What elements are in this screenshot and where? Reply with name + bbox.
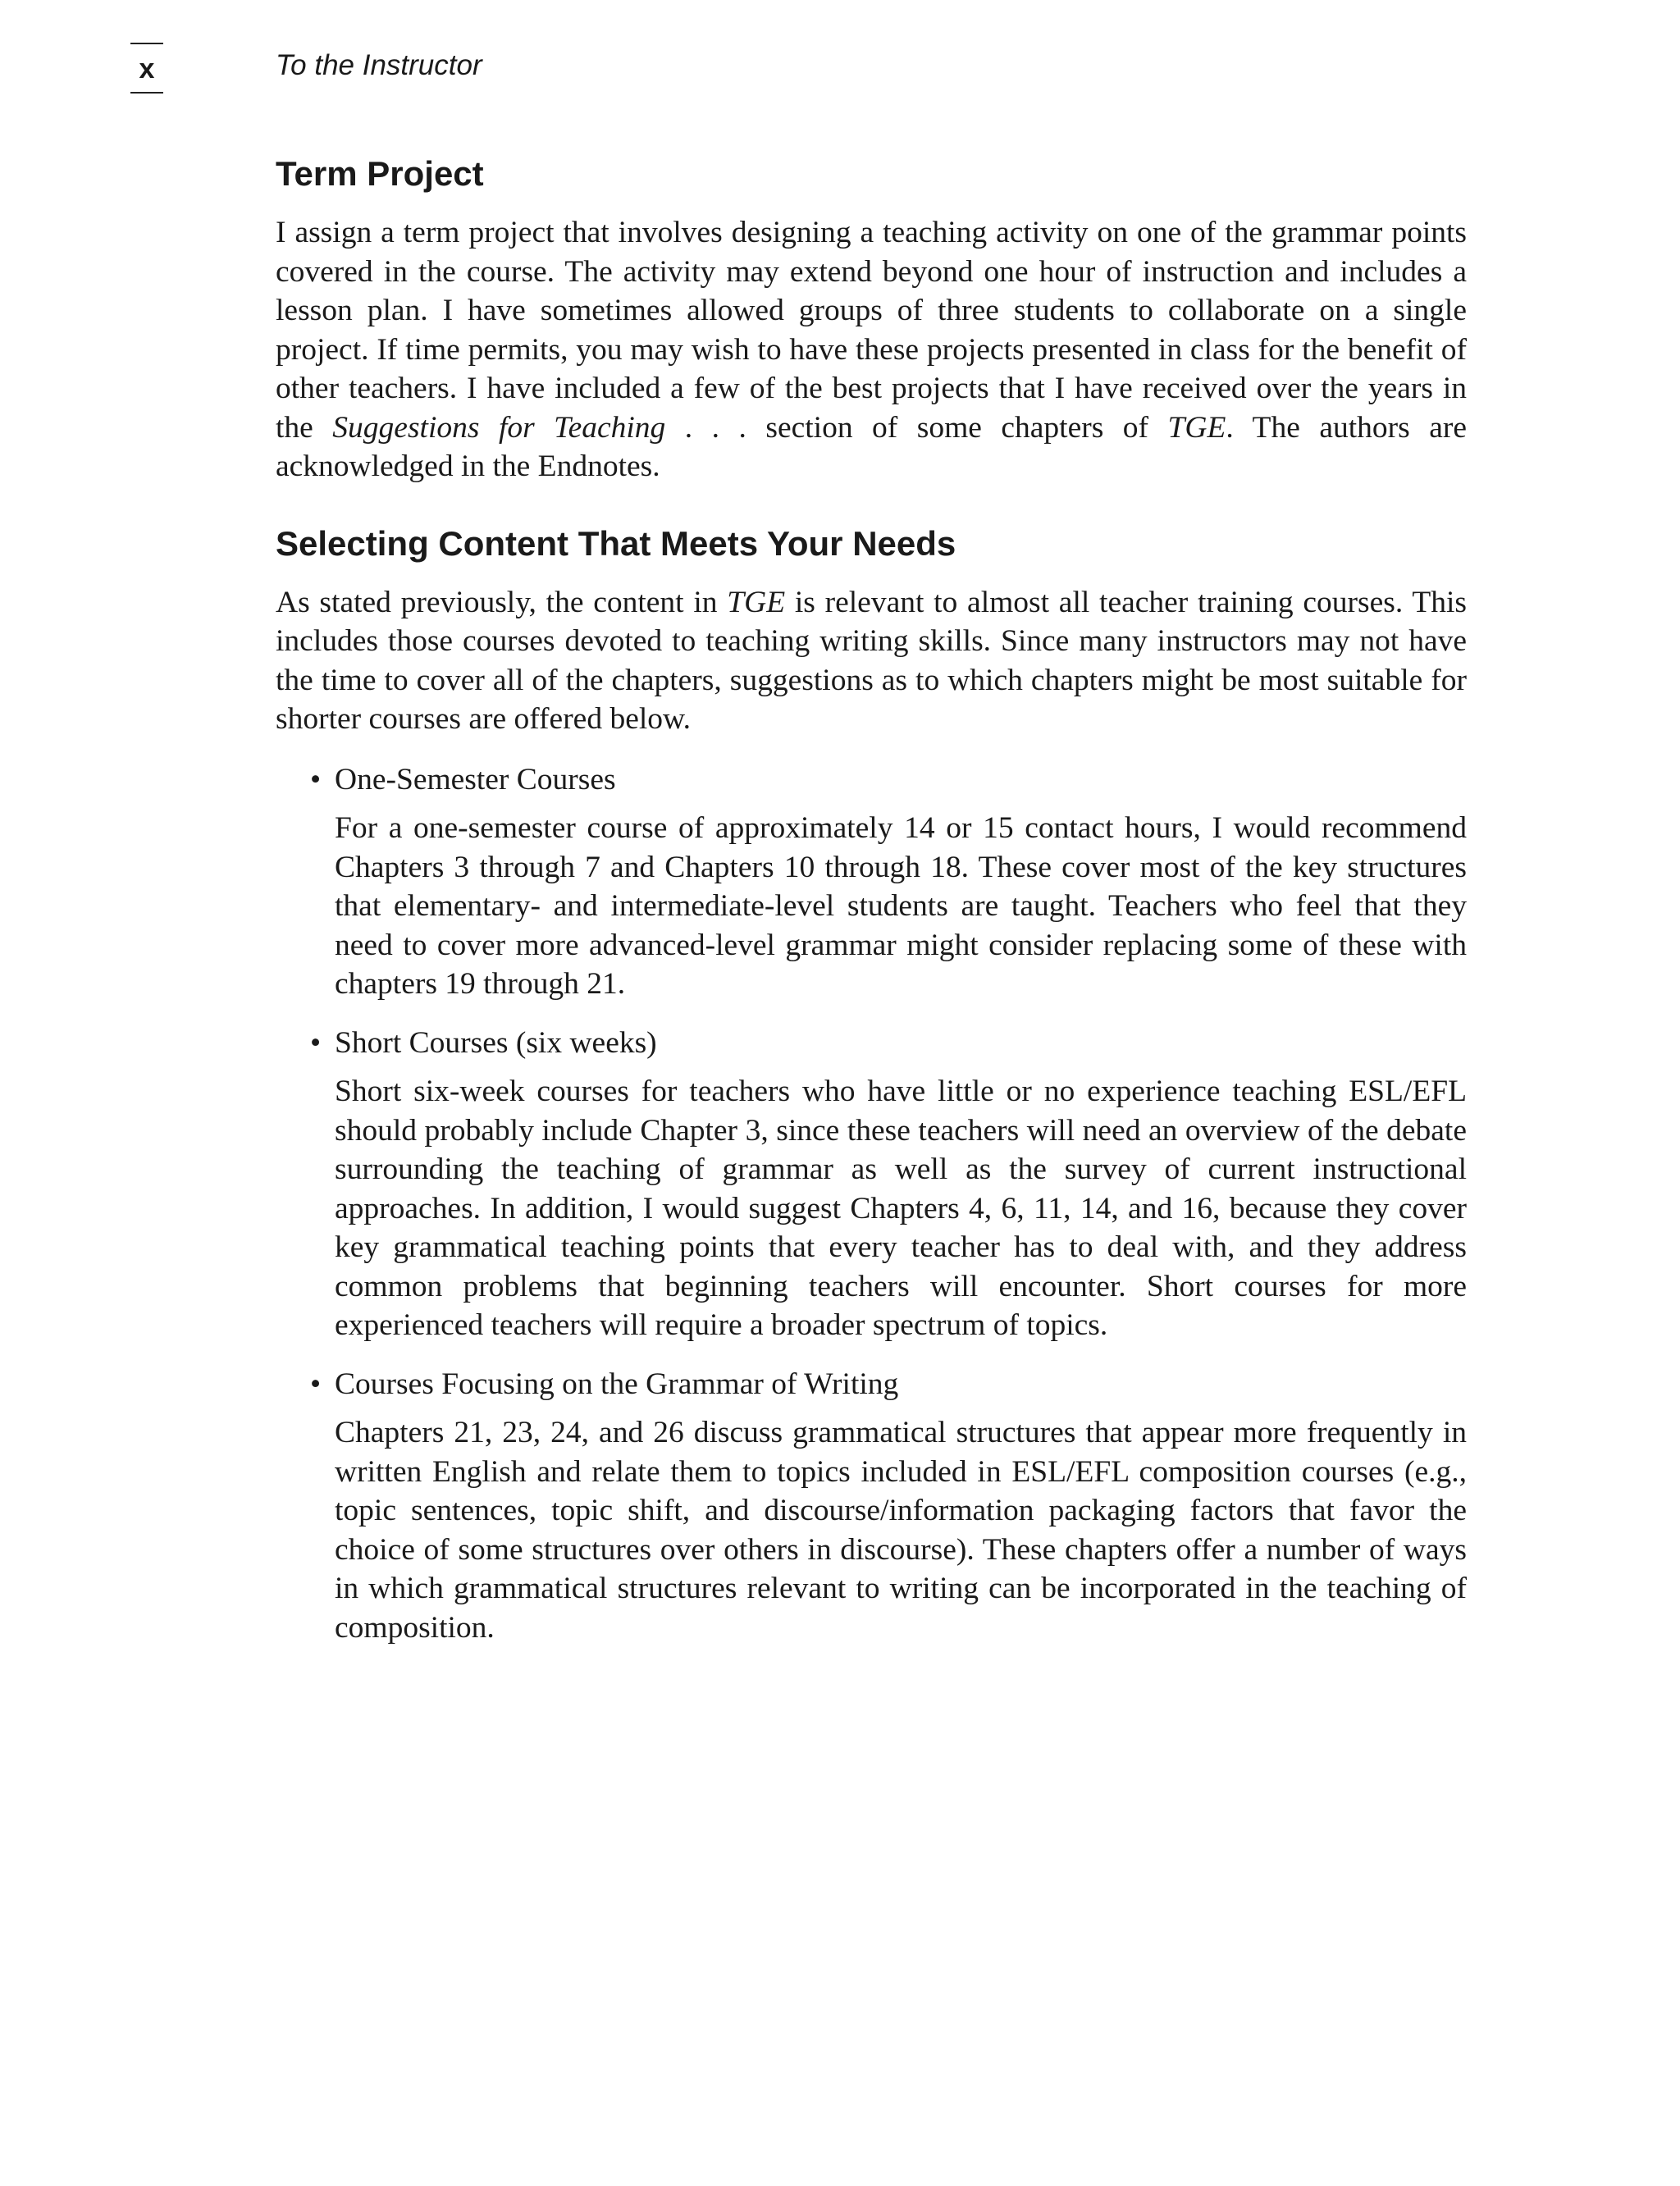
intro-text-1: As stated previously, the content in: [276, 585, 728, 619]
list-item-body: For a one-semester course of approximately 14 or 15 contact hours, I would recommend Chapters 3 through 7 and Chapters 10 through 18. These cover most of the key structures that elementary- and intermediate-level students are taught. Teachers who feel that they need to cover more advanced-level grammar might consider replacing some of these with chapters 19 through 21.: [335, 811, 1467, 1001]
list-item-title: One-Semester Courses: [335, 762, 616, 796]
term-project-text-1: I assign a term project that involves designing a teaching activity on one of the grammar points covered in the course. The activity may extend beyond one hour of instruction and includes a lesson plan. I have sometimes allowed groups of three students to collaborate on a single project. If time permits, you may wish to have these projects presented in class for the benefit of other teachers. I have included a few of the best projects that I have received over the years in the: [276, 216, 1467, 445]
term-project-text-2: . . . section of some chapters of: [665, 410, 1168, 445]
running-head: To the Instructor: [276, 49, 482, 81]
bullet-icon: •: [310, 1025, 322, 1060]
page-number-block: [130, 43, 164, 94]
bullet-icon: •: [310, 762, 322, 796]
list-item-body: Short six-week courses for teachers who have little or no experience teaching ESL/EFL should probably include Chapter 3, since these teachers will need an overview of the debate surrounding the teaching of grammar as well as the survey of current instructional approaches. In addition, I would suggest Chapters 4, 6, 11, 14, and 16, because they cover key grammatical teaching points that every teacher has to deal with, and they address common problems that beginning teachers will encounter. Short courses for more experienced teachers will require a broader spectrum of topics.: [335, 1075, 1467, 1342]
page-content: [276, 151, 1467, 1667]
term-project-paragraph: [276, 213, 1467, 486]
page-number-top-rule: [130, 43, 163, 44]
selecting-content-section: [276, 521, 1467, 1648]
intro-text-2: is relevant to almost all teacher training courses. This includes those courses devoted to teaching writing skills. Since many instructors may not have the time to cover all of the chapters, suggestions as to which chapters might be most suitable for shorter courses are offered below.: [276, 585, 1467, 736]
term-project-text-3: . The authors are acknowledged in the Endnotes.: [276, 410, 1467, 483]
page-number-bottom-rule: [130, 92, 163, 94]
term-project-italic-abbrev: TGE: [1167, 410, 1226, 445]
list-item: [276, 1365, 1467, 1648]
page-number: x: [139, 53, 155, 84]
list-item: [276, 1024, 1467, 1345]
term-project-heading: Term Project: [276, 154, 484, 193]
list-item: [276, 760, 1467, 1004]
list-item-title: Courses Focusing on the Grammar of Writing: [335, 1367, 899, 1401]
bullet-icon: •: [310, 1367, 322, 1401]
selecting-content-intro: [276, 583, 1467, 739]
course-list: [276, 760, 1467, 1648]
list-item-title: Short Courses (six weeks): [335, 1025, 657, 1060]
selecting-content-heading: Selecting Content That Meets Your Needs: [276, 523, 956, 563]
term-project-italic-title: Suggestions for Teaching: [332, 410, 666, 445]
term-project-section: [276, 151, 1467, 486]
list-item-body: Chapters 21, 23, 24, and 26 discuss grammatical structures that appear more frequently in written English and relate them to topics included in ESL/EFL composition courses (e.g., topic sentences, topic shift, and discourse/information packaging factors that favor the choice of some structures over others in discourse). These chapters offer a number of ways in which grammatical structures relevant to writing can be incorporated in the teaching of composition.: [335, 1416, 1467, 1645]
intro-italic: TGE: [727, 585, 786, 619]
